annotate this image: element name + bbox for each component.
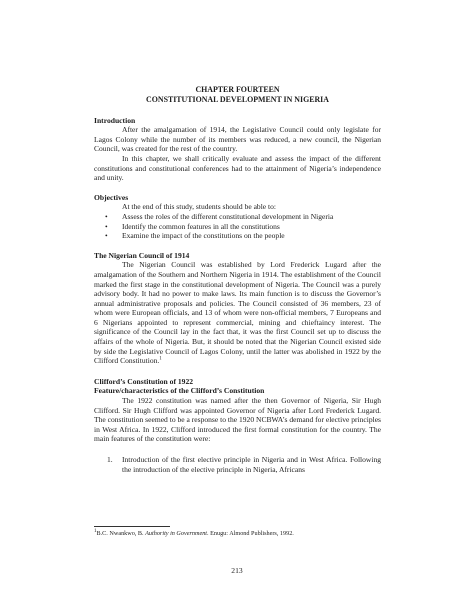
bullet-icon: • [105,221,108,231]
page-body [94,85,381,474]
objective-item [94,222,381,232]
cliffords-heading: Clifford’s Constitution of 1922 [94,376,194,386]
nigerian-council-heading: The Nigerian Council of 1914 [94,250,190,260]
introduction-paragraph-2: In this chapter, we shall critically evaluate and assess the impact of the different constitutions and constitutional conferences had to the attainment of Nigeria’s independence and unity. [94,153,381,183]
feature-text: Introduction of the first elective principle in Nigeria and in West Africa. Following the introduction of the elective principle in Nigeria, Africans [122,455,381,474]
chapter-subtitle: CONSTITUTIONAL DEVELOPMENT IN NIGERIA [146,94,329,104]
chapter-title: CHAPTER FOURTEEN [195,85,280,94]
objective-item [94,231,381,241]
introduction-paragraph-1: After the amalgamation of 1914, the Legislative Council could only legislate for Lagos Colony while the number of its members was reduced, a new council, the Nigerian Council, was created for the rest of the country. [94,125,381,154]
feature-number: 1. [107,455,113,464]
page-number: 213 [231,566,243,575]
footnote-text-before: B.C. Nwankwo, B. [96,530,146,537]
cliffords-features-list [94,455,381,474]
objective-text: Identify the common features in all the constitutions [122,221,280,231]
objective-text: Examine the impact of the constitutions on the people [122,231,285,241]
objective-text: Assess the roles of the different constitutional development in Nigeria [122,211,334,221]
footnote-book-title: Authority in Government [145,530,208,537]
bullet-icon: • [105,211,108,221]
footnote-text-after: . Enugu: Almond Publishers, 1992. [207,530,294,537]
objectives-intro: At the end of this study, students should be able to: [122,202,276,212]
feature-item [94,455,381,474]
footnote-divider [94,526,170,527]
nigerian-council-text: The Nigerian Council was established by Lord Frederick Lugard after the amalgamation of the Southern and Northern Nigeria in 1914. The establishment of the Council marked the first stage in the constitutional development of Nigeria. The Council was a purely advisory body. It had no power to make laws. Its main function is to discuss the Governor’s annual administrative proposals and policies. The Council consisted of 36 members, 23 of whom were European officials, and 13 of whom were non-official members, 7 Europeans and 6 Nigerians appointed to represent commercial, mining and chieftaincy interest. The significance of the Council lay in the fact that, it was the first Council set up to discuss the affairs of the whole of Nigeria. But, it should be noted that the Nigerian Council existed side by side the Legislative Council of Lagos Colony, until the latter was abolished in 1922 by the Clifford Constitution. [94,260,381,366]
objectives-heading: Objectives [94,192,129,202]
introduction-heading: Introduction [94,115,136,125]
footnote [94,530,381,538]
objectives-list [94,212,381,241]
footnote-reference[interactable]: 1 [159,356,162,362]
bullet-icon: • [105,231,108,241]
footnote-marker: 1 [94,528,97,534]
nigerian-council-paragraph [94,260,381,366]
objective-item [94,212,381,222]
cliffords-subheading: Feature/characteristics of the Clifford’s Constitution [94,386,265,396]
cliffords-paragraph: The 1922 constitution was named after the then Governor of Nigeria, Sir Hugh Clifford. Sir Hugh Clifford was appointed Governor of Nigeria after Lord Frederick Lugard. The constitution seemed to be a response to the 1920 NCBWA’s demand for elective principles in West Africa. In 1922, Clifford introduced the first formal constitution for the country. The main features of the constitution were: [94,396,381,444]
